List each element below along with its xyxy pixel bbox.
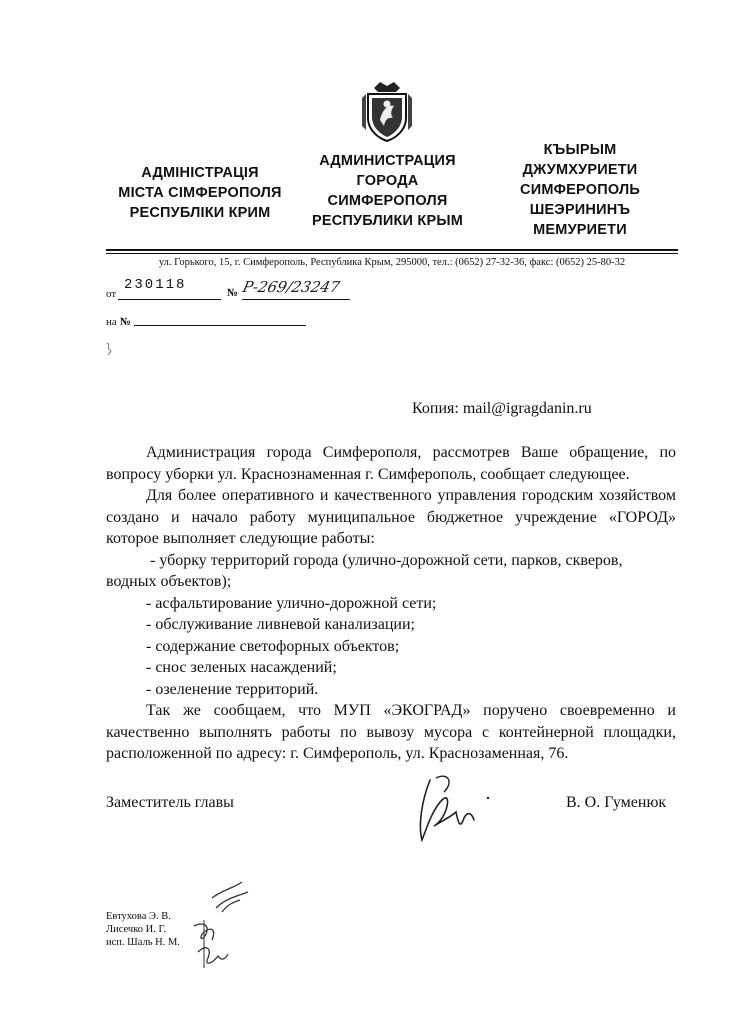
reply-to-number-label: №	[120, 316, 132, 328]
list-item: - снос зеленых насаждений;	[146, 659, 337, 676]
header-ua-line: МІСТА СІМФЕРОПОЛЯ	[118, 185, 282, 201]
paragraph-3: Так же сообщаем, что МУП «ЭКОГРАД» поручено своевременно и качественно выполнять работы по вывозу мусора с контейнерной площадки, расположенной по адресу: г. Симферополь, ул. Краснозаменная, 76.	[106, 702, 676, 762]
address-line: ул. Горького, 15, г. Симферополь, Республика Крым, 295000, тел.: (0652) 27-32-36, факс: (0652) 25-80-32	[158, 257, 626, 268]
number-label: №	[227, 287, 239, 299]
paragraph-2: Для более оперативного и качественного управления городским хозяйством создано и начало работу муниципальное бюджетное учреждение «ГОРОД» которое выполняет следующие работы:	[106, 487, 676, 547]
executor-line: исп. Шаль Н. М.	[106, 937, 180, 948]
date-underline	[118, 299, 221, 300]
date-label: от	[106, 288, 117, 300]
header-divider-thin	[106, 253, 678, 254]
header-crh-line: МЕМУРИЕТИ	[533, 222, 627, 238]
paragraph-1: Администрация города Симферополя, рассмотрев Ваше обращение, по вопросу уборки ул. Краснознаменная г. Симферополь, сообщает следующее.	[106, 444, 676, 483]
header-ukrainian	[110, 163, 290, 223]
copy-email: mail@igragdanin.ru	[462, 400, 592, 417]
header-crh-line: СИМФЕРОПОЛЬ	[520, 182, 640, 198]
header-ua-line: РЕСПУБЛІКИ КРИМ	[129, 205, 271, 221]
header-russian	[300, 151, 475, 231]
crimea-coat-of-arms-icon	[360, 80, 414, 142]
date-stamp: 230118	[124, 277, 187, 293]
header-divider-thick	[106, 249, 678, 251]
header-ru-line: АДМИНИСТРАЦИЯ	[319, 153, 456, 169]
executor-line: Евтухова Э. В.	[106, 911, 171, 922]
reply-to-label: на	[106, 316, 117, 328]
number-underline	[242, 299, 350, 300]
copy-label: Копия:	[412, 400, 459, 417]
reply-to-underline	[134, 325, 306, 326]
header-ru-line: СИМФЕРОПОЛЯ	[327, 193, 448, 209]
executors-block	[106, 910, 180, 949]
signer-position: Заместитель главы	[106, 794, 234, 811]
list-item: - асфальтирование улично-дорожной сети;	[146, 594, 437, 612]
handwritten-signature	[408, 770, 498, 850]
list-item: - уборку территорий города (улично-дорожной сети, парков, скверов, водных объектов);	[106, 551, 623, 590]
header-ua-line: АДМІНІСТРАЦІЯ	[141, 165, 259, 181]
list-item: - обслуживание ливневой канализации;	[146, 616, 415, 633]
scan-mark-icon	[104, 342, 114, 356]
header-crh-line: ШЕЭРИНИНЪ	[529, 202, 631, 218]
letter-body	[106, 442, 676, 765]
header-ru-line: ГОРОДА	[356, 173, 419, 189]
copy-line	[408, 400, 592, 418]
header-ru-line: РЕСПУБЛИКИ КРЫМ	[311, 213, 463, 229]
header-crh-line: КЪЫРЫМ	[543, 142, 617, 158]
list-item: - озеленение территорий.	[146, 680, 319, 698]
signer-name: В. О. Гуменюк	[566, 794, 667, 811]
header-crimean-tatar	[505, 140, 655, 240]
outgoing-number-handwritten: Р-269/23247	[241, 278, 342, 296]
executor-initials	[182, 868, 254, 978]
header-crh-line: ДЖУМХУРИЕТИ	[522, 162, 638, 178]
executor-line: Лисечко И. Г.	[106, 924, 166, 935]
list-item: - содержание светофорных объектов;	[146, 637, 400, 655]
